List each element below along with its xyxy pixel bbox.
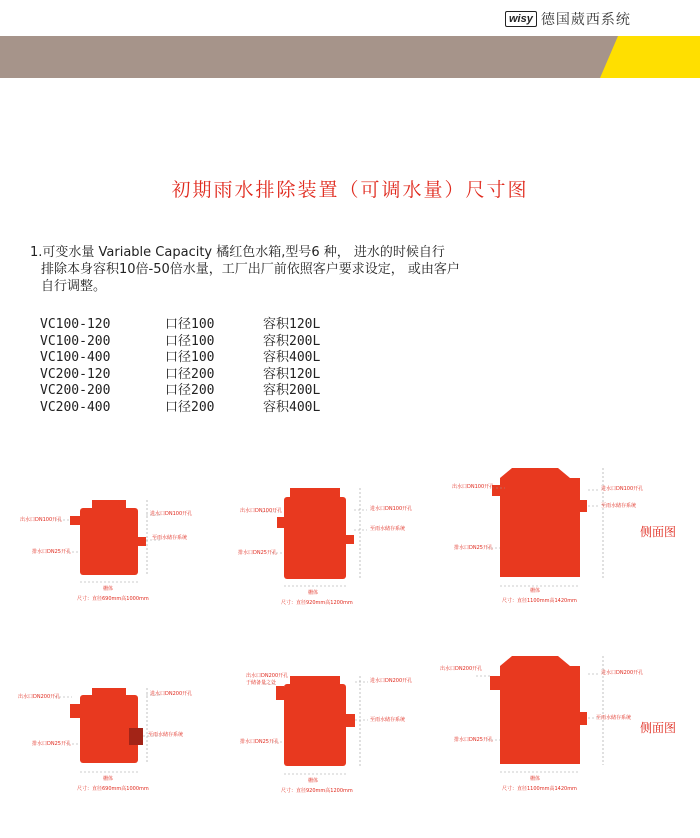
spec-volume: 容积120L	[263, 317, 321, 332]
label-outlet: 出水口DN200开孔	[440, 666, 483, 672]
diagram-vc100-400	[452, 468, 676, 604]
label-outlet: 出水口DN100开孔	[20, 517, 63, 523]
spec-volume: 容积200L	[263, 333, 321, 349]
label-drain: 排水口DN25开孔	[238, 550, 277, 556]
label-connect: 至雨水储存系统	[152, 535, 188, 541]
tank-body	[500, 656, 580, 764]
label-grid: 栅体	[308, 590, 319, 596]
label-connect: 至雨水储存系统	[596, 715, 632, 721]
spec-volume: 容积120L	[263, 366, 321, 382]
brand	[505, 9, 631, 29]
label-size: 尺寸：直径690mm高1000mm	[77, 596, 149, 602]
spec-diameter: 口径100	[165, 333, 215, 349]
label-connect: 至雨水储存系统	[370, 717, 406, 723]
label-connect: 至雨水储存系统	[370, 526, 406, 532]
label-grid: 栅体	[103, 586, 114, 592]
spec-volume: 容积200L	[263, 383, 321, 398]
label-outlet: 出水口DN200开孔	[246, 673, 289, 679]
connect-pipe	[138, 537, 146, 546]
spec-diameter: 口径200	[165, 399, 215, 415]
label-size: 尺寸：直径690mm高1000mm	[77, 786, 149, 792]
label-drain: 排水口DN25开孔	[240, 739, 279, 745]
label-outlet: 出水口DN100开孔	[452, 484, 495, 490]
outlet-pipe	[70, 516, 80, 525]
tank-diagrams	[0, 455, 700, 825]
connect-pipe	[346, 714, 355, 727]
label-outlet: 出水口DN200开孔	[18, 694, 61, 700]
spec-model: VC100-400	[40, 350, 111, 365]
spec-row	[40, 334, 320, 351]
label-connect: 至雨水储存系统	[148, 732, 184, 738]
label-drain: 排水口DN25开孔	[454, 545, 493, 551]
wisy-logo: wisy	[505, 11, 537, 27]
label-grid: 栅体	[530, 588, 541, 594]
spec-table	[40, 317, 320, 416]
label-grid: 栅体	[530, 776, 541, 782]
brand-name: 德国葳西系统	[540, 12, 631, 28]
connect-pipe	[580, 712, 587, 725]
header-band	[0, 36, 700, 78]
spec-model: VC100-200	[40, 333, 111, 349]
description-line: 排除本身容积10倍-50倍水量，工厂出厂前依照客户要求设定， 或由客户	[41, 262, 460, 277]
label-outlet-note: 于储备量之处	[246, 680, 277, 686]
label-size: 尺寸：直径920mm高1200mm	[281, 600, 353, 606]
diagram-vc200-120	[18, 688, 192, 792]
label-outlet: 出水口DN100开孔	[240, 508, 283, 514]
spec-diameter: 口径200	[165, 383, 215, 398]
spec-row	[40, 383, 320, 400]
page-title: 初期雨水排除装置（可调水量）尺寸图	[171, 179, 529, 201]
spec-row	[40, 400, 320, 417]
spec-row	[40, 367, 320, 384]
label-grid: 栅体	[103, 776, 114, 782]
label-size: 尺寸：直径920mm高1200mm	[281, 788, 353, 794]
description	[30, 244, 670, 295]
spec-row	[40, 317, 320, 334]
tank-body	[284, 497, 346, 579]
spec-diameter: 口径100	[165, 350, 215, 365]
connect-pipe	[580, 500, 587, 512]
label-inlet: 进水口DN100开孔	[370, 506, 413, 512]
spec-volume: 容积400L	[263, 350, 321, 365]
spec-model: VC100-120	[40, 317, 111, 332]
label-size: 尺寸：直径1100mm高1420mm	[502, 786, 577, 792]
label-drain: 排水口DN25开孔	[32, 741, 71, 747]
description-line: 1.可变水量 Variable Capacity 橘红色水箱,型号6 种， 进水的时候自行	[30, 245, 445, 260]
label-inlet: 进水口DN200开孔	[370, 678, 413, 684]
label-drain: 排水口DN25开孔	[32, 549, 71, 555]
diagram-vc100-120	[20, 500, 192, 602]
outlet-pipe	[70, 704, 80, 718]
spec-diameter: 口径200	[165, 366, 215, 382]
label-inlet: 进水口DN200开孔	[601, 670, 644, 676]
diagram-vc200-400	[440, 656, 676, 792]
tank-body	[80, 508, 138, 575]
diagram-vc200-200	[240, 672, 412, 794]
outlet-pipe	[277, 517, 285, 528]
label-drain: 排水口DN25开孔	[454, 737, 493, 743]
spec-model: VC200-400	[40, 399, 111, 415]
side-view-label: 侧面图	[640, 525, 677, 539]
label-size: 尺寸：直径1100mm高1420mm	[502, 598, 577, 604]
spec-volume: 容积400L	[263, 399, 321, 415]
spec-diameter: 口径100	[165, 317, 215, 332]
connect-pipe	[346, 535, 354, 544]
spec-model: VC200-200	[40, 383, 111, 398]
outlet-pipe	[276, 686, 284, 700]
connect-pipe	[129, 728, 143, 745]
label-connect: 至雨水储存系统	[601, 503, 637, 509]
label-inlet: 进水口DN100开孔	[601, 486, 644, 492]
spec-model: VC200-120	[40, 366, 111, 382]
outlet-pipe	[490, 676, 500, 690]
tank-body	[500, 468, 580, 577]
label-inlet: 进水口DN100开孔	[150, 511, 193, 517]
tank-body	[284, 684, 346, 766]
label-grid: 栅体	[308, 778, 319, 784]
label-inlet: 进水口DN200开孔	[150, 691, 193, 697]
side-view-label: 侧面图	[640, 721, 677, 735]
spec-row	[40, 350, 320, 367]
diagram-vc100-200	[238, 488, 412, 606]
description-line: 自行调整。	[41, 279, 107, 294]
